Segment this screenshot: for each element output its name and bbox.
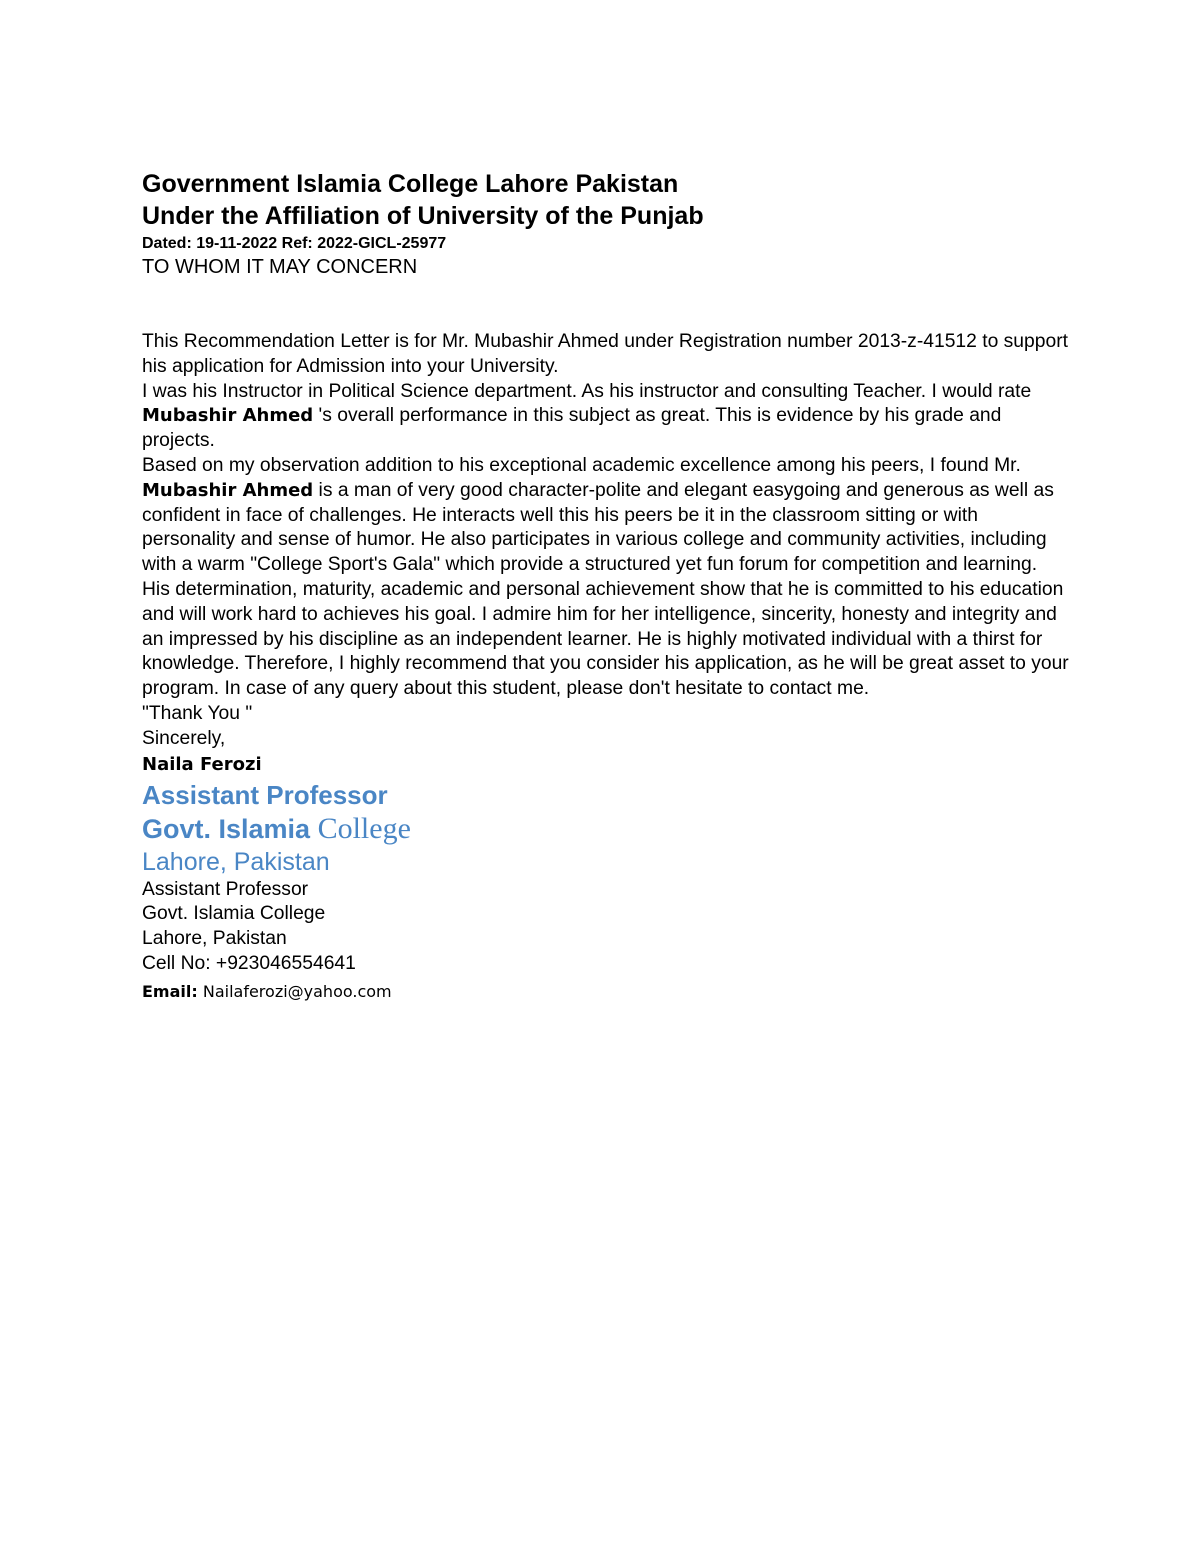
salutation: TO WHOM IT MAY CONCERN	[142, 256, 418, 278]
student-name: Mubashir Ahmed	[142, 405, 314, 427]
paragraph-2	[142, 380, 1072, 454]
email-label: Email:	[142, 981, 198, 1001]
thank-you: "Thank You "	[142, 702, 253, 724]
paragraph-3	[142, 454, 1072, 578]
signatory-title: Assistant Professor	[142, 878, 309, 900]
affiliation-heading: Under the Affiliation of University of the Punjab	[142, 202, 704, 230]
college-suffix: College	[317, 811, 411, 845]
signatory-college: Govt. Islamia College	[142, 903, 326, 925]
paragraph-3-text-b: is a man of very good character-polite and elegant easygoing and generous as well as confident in face of challenges. He interacts well this his peers be it in the classroom sitting or with personality and sense of humor. He also participates in various college and community activities, including with a warm "College Sport's Gala" which provide a structured yet fun forum for competition and learning.	[142, 479, 1054, 576]
college-heading: Government Islamia College Lahore Pakistan	[142, 170, 679, 198]
email-address: Nailaferozi@yahoo.com	[197, 981, 392, 1001]
paragraph-3-text-a: Based on my observation addition to his exceptional academic excellence among his peers, I found Mr.	[142, 454, 1021, 476]
student-name: Mubashir Ahmed	[142, 479, 314, 501]
signatory-college-highlight	[142, 812, 1072, 846]
paragraph-1: This Recommendation Letter is for Mr. Mubashir Ahmed under Registration number 2013-z-41512 to support his application for Admission into your University.	[142, 331, 1068, 377]
signatory-name: Naila Ferozi	[142, 753, 262, 775]
signatory-city: Lahore, Pakistan	[142, 928, 287, 950]
sincerely: Sincerely,	[142, 727, 226, 749]
signatory-city-highlight: Lahore, Pakistan	[142, 847, 330, 876]
paragraph-4: His determination, maturity, academic and personal achievement show that he is committed to his education and will work hard to achieves his goal. I admire him for her intelligence, sincerity, honesty and integrity and an impressed by his discipline as an independent learner. He is highly motivated individual with a thirst for knowledge. Therefore, I highly recommend that you consider his application, as he will be great asset to your program. In case of any query about this student, please don't hesitate to contact me.	[142, 578, 1069, 700]
email-line	[142, 979, 1072, 1005]
cell-number: Cell No: +923046554641	[142, 952, 356, 974]
paragraph-2-text-b: 's overall performance in this subject as great. This is evidence by his grade and projects.	[142, 405, 1002, 452]
signatory-title-highlight: Assistant Professor	[142, 779, 388, 810]
college-prefix: Govt. Islamia	[142, 813, 318, 844]
letter-page	[142, 168, 1072, 1005]
dated-ref-line: Dated: 19-11-2022 Ref: 2022-GICL-25977	[142, 235, 447, 252]
paragraph-2-text-a: I was his Instructor in Political Science department. As his instructor and consulting Teacher. I would rate	[142, 380, 1032, 402]
letter-body	[142, 330, 1072, 702]
